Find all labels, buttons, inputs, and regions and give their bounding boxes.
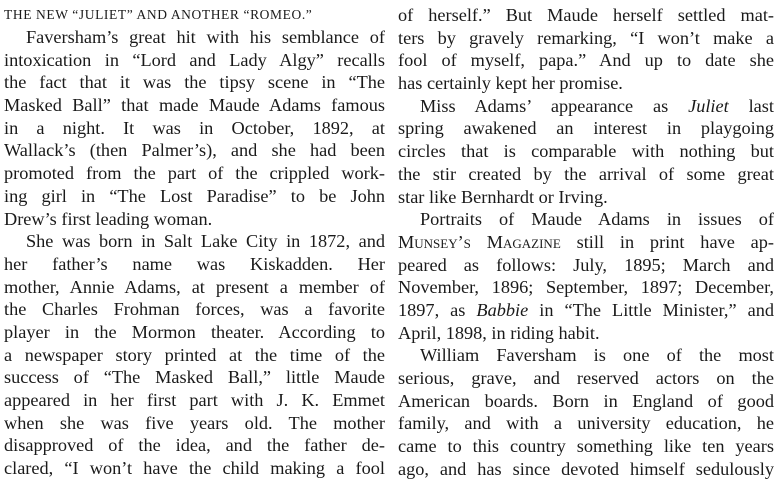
text-line: Masked Ball” that made Maude Adams famous: [4, 95, 385, 116]
text-line: April, 1898, in riding habit.: [398, 322, 600, 343]
text-line: disapproved of the idea, and the father de-: [4, 435, 385, 456]
text-line: serious, grave, and reserved actors on the: [398, 368, 774, 388]
text-line: player in the Mormon theater. According to: [4, 321, 385, 342]
text-line: November, 1896; September, 1897; December,: [398, 277, 774, 298]
text-line: in a night. It was in October, 1892, at: [4, 117, 385, 138]
text-line: family, and with a university education, he: [398, 413, 774, 434]
text-line: Portraits of Maude Adams in issues of: [420, 209, 774, 230]
text-line: [398, 231, 774, 254]
left-column: [4, 4, 385, 480]
text-line: clared, “I won’t have the child making a fool: [4, 458, 385, 479]
text-line: intoxication in “Lord and Lady Algy” recalls: [4, 49, 385, 70]
text-line: fool of myself, papa.” And up to date she: [398, 50, 774, 71]
text-line: Wallack’s (then Palmer’s), and she had been: [4, 140, 385, 161]
text-run: last: [728, 95, 774, 116]
text-run: still in print have ap-: [560, 231, 774, 252]
text-line: appeared in her first part with J. K. Emmet: [4, 390, 385, 410]
text-line: ago, and has since devoted himself sedulously: [398, 458, 774, 479]
text-line: came to this country something like ten years: [398, 436, 774, 457]
text-line: her father’s name was Kiskadden. Her: [4, 253, 385, 274]
right-column: [398, 4, 774, 480]
text-line: the stir created by the arrival of some great: [398, 163, 774, 184]
text-line: She was born in Salt Lake City in 1872, and: [26, 231, 385, 252]
text-line: when she was five years old. The mother: [4, 412, 385, 433]
magazine-name: Munsey’s Magazine: [398, 231, 561, 252]
text-line: spring awakened an interest in playgoing: [398, 118, 774, 139]
text-line: has certainly kept her promise.: [398, 73, 623, 94]
italic-title-juliet: Juliet: [688, 95, 729, 116]
text-line: mother, Annie Adams, at present a member of: [4, 276, 385, 297]
section-heading: THE NEW “JULIET” AND ANOTHER “ROMEO.”: [4, 7, 313, 22]
text-line: circles that is comparable with nothing but: [398, 141, 774, 162]
text-line: Drew’s first leading woman.: [4, 208, 213, 229]
text-line: a newspaper story printed at the time of the: [4, 344, 385, 365]
text-line: star like Bernhardt or Irving.: [398, 186, 608, 207]
text-line: American boards. Born in England of good: [398, 390, 774, 411]
text-line: ing girl in “The Lost Paradise” to be John: [4, 185, 385, 206]
text-line: [398, 299, 774, 322]
text-line: of herself.” But Maude herself settled mat-: [398, 5, 774, 25]
text-run: Miss Adams’ appearance as: [420, 95, 689, 116]
text-line: ters by gravely remarking, “I won’t make a: [398, 27, 774, 48]
text-run: 1897, as: [398, 299, 477, 320]
text-line: the fact that it was the tipsy scene in “The: [4, 72, 385, 93]
text-line: the Charles Frohman forces, was a favorite: [4, 299, 385, 320]
text-line: promoted from the part of the crippled work-: [4, 163, 385, 184]
text-line: [398, 95, 774, 118]
text-line: William Faversham is one of the most: [420, 345, 774, 366]
text-line: success of “The Masked Ball,” little Maude: [4, 367, 385, 388]
text-run: in “The Little Minister,” and: [528, 299, 774, 320]
italic-name-babbie: Babbie: [476, 299, 529, 320]
text-line: Faversham’s great hit with his semblance of: [26, 27, 385, 47]
text-line: peared as follows: July, 1895; March and: [398, 254, 774, 275]
